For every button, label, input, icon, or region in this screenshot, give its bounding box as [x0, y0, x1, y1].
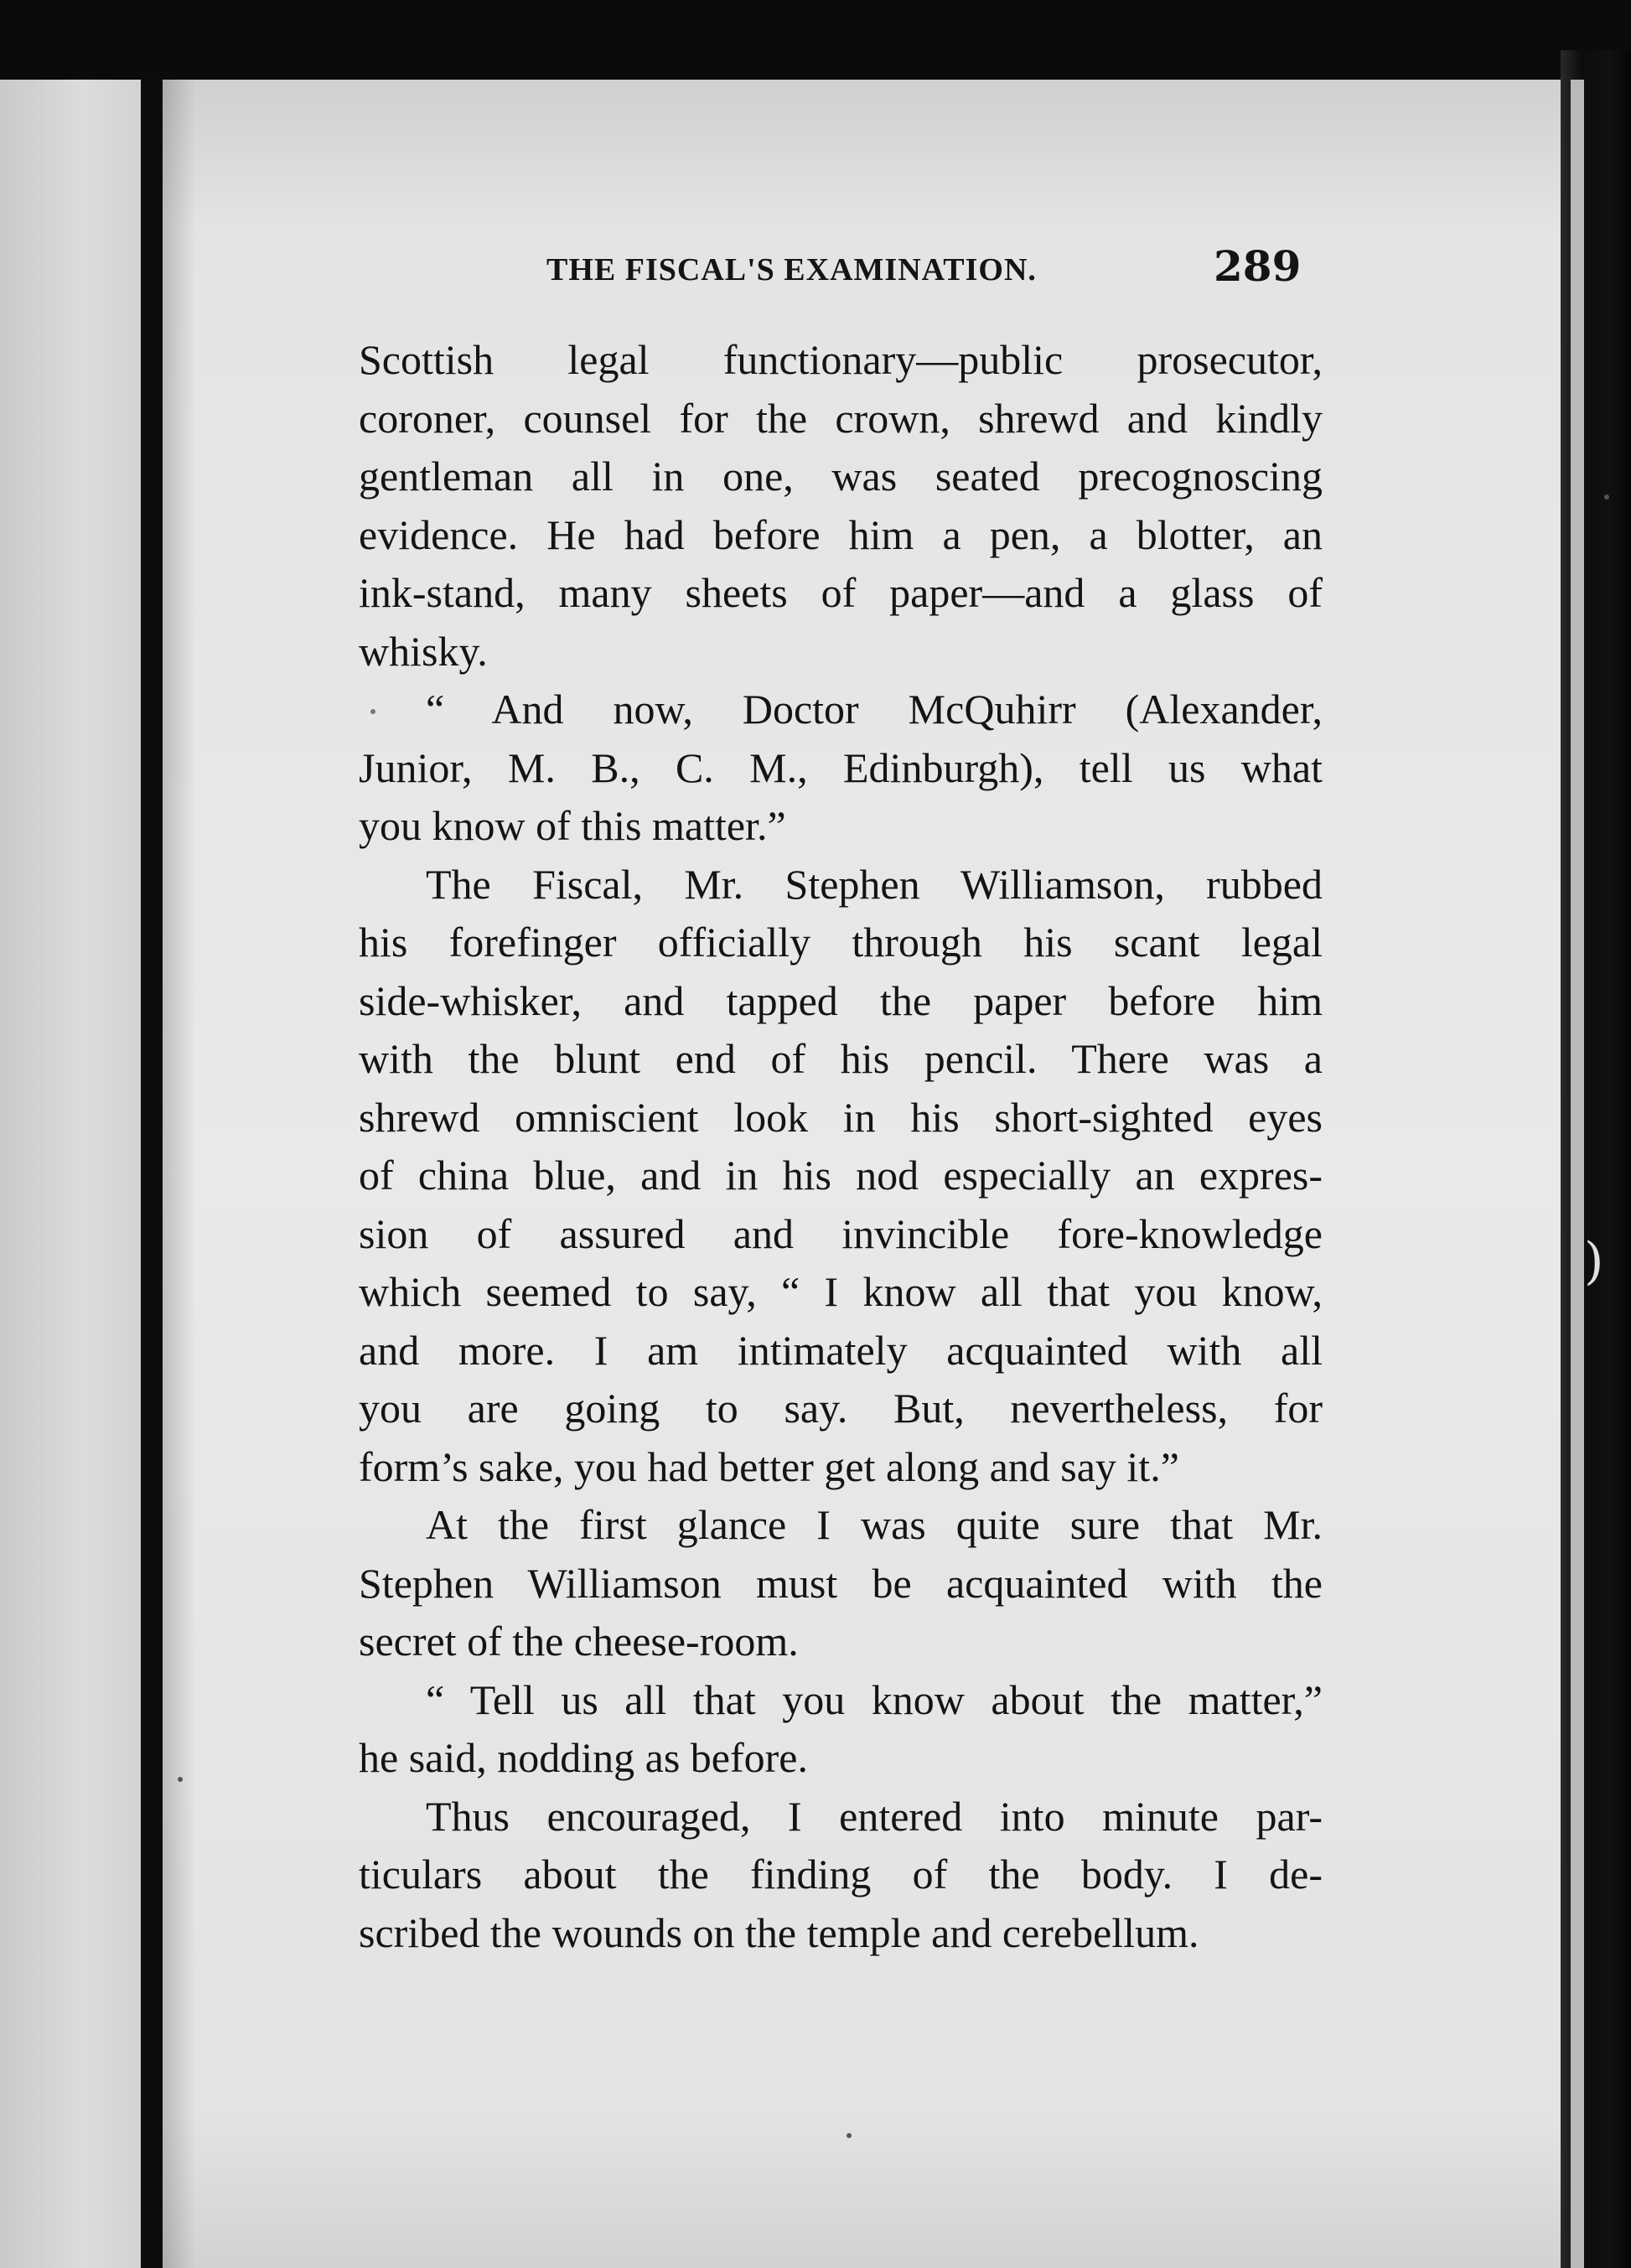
text-line: “ And now, Doctor McQuhirr (Alexander,: [426, 686, 1323, 733]
text-line: “ Tell us all that you know about the matter,”: [426, 1675, 1323, 1723]
scan-speck: [1604, 495, 1609, 500]
text-line: his forefinger officially through his scant legal: [359, 919, 1323, 966]
text-line: with the blunt end of his pencil. There was a: [359, 1035, 1323, 1082]
text-line: Junior, M. B., C. M., Edinburgh), tell us what: [359, 743, 1323, 791]
text-line: shrewd omniscient look in his short-sighted eyes: [359, 1093, 1323, 1141]
text-line: you are going to say. But, nevertheless, for: [359, 1385, 1323, 1432]
text-line: At the first glance I was quite sure that Mr.: [426, 1501, 1323, 1548]
scan-speck: [178, 1777, 183, 1782]
text-line: evidence. He had before him a pen, a blotter, an: [359, 510, 1323, 558]
text-line: he said, nodding as before.: [359, 1734, 808, 1781]
text-line: side-whisker, and tapped the paper before him: [359, 976, 1323, 1024]
text-line: ink-stand, many sheets of paper—and a glass of: [359, 569, 1323, 616]
text-line: and more. I am intimately acquainted with all: [359, 1326, 1323, 1374]
text-line: you know of this matter.”: [359, 802, 786, 849]
text-line: coroner, counsel for the crown, shrewd and kindly: [359, 394, 1323, 442]
page-number: 289: [1214, 241, 1302, 291]
right-page-edge: [1571, 80, 1584, 2268]
text-line: form’s sake, you had better get along and say it.”: [359, 1442, 1179, 1490]
text-line: scribed the wounds on the temple and cerebellum.: [359, 1908, 1199, 1956]
text-line: ticulars about the finding of the body. I de-: [359, 1851, 1323, 1898]
scan-speck: [847, 2133, 852, 2138]
text-line: whisky.: [359, 627, 488, 675]
text-line: Stephen Williamson must be acquainted with the: [359, 1559, 1323, 1607]
page-shadow: [163, 80, 196, 2268]
page-gutter: [141, 80, 163, 2268]
text-line: gentleman all in one, was seated precognoscing: [359, 453, 1323, 500]
running-head: THE FISCAL'S EXAMINATION.: [546, 252, 1037, 287]
edge-mark: ): [1584, 1232, 1604, 1291]
text-line: Thus encouraged, I entered into minute par-: [426, 1792, 1323, 1840]
text-line: secret of the cheese-room.: [359, 1618, 799, 1665]
text-line: which seemed to say, “ I know all that you know,: [359, 1268, 1323, 1315]
body-text: [359, 331, 1323, 1962]
text-line: of china blue, and in his nod especially an expres-: [359, 1152, 1323, 1199]
text-line: The Fiscal, Mr. Stephen Williamson, rubbed: [426, 860, 1323, 908]
adjacent-page-edge: [0, 80, 141, 2268]
text-line: Scottish legal functionary—public prosecutor,: [359, 336, 1323, 383]
text-line: sion of assured and invincible fore-knowledge: [359, 1209, 1323, 1257]
